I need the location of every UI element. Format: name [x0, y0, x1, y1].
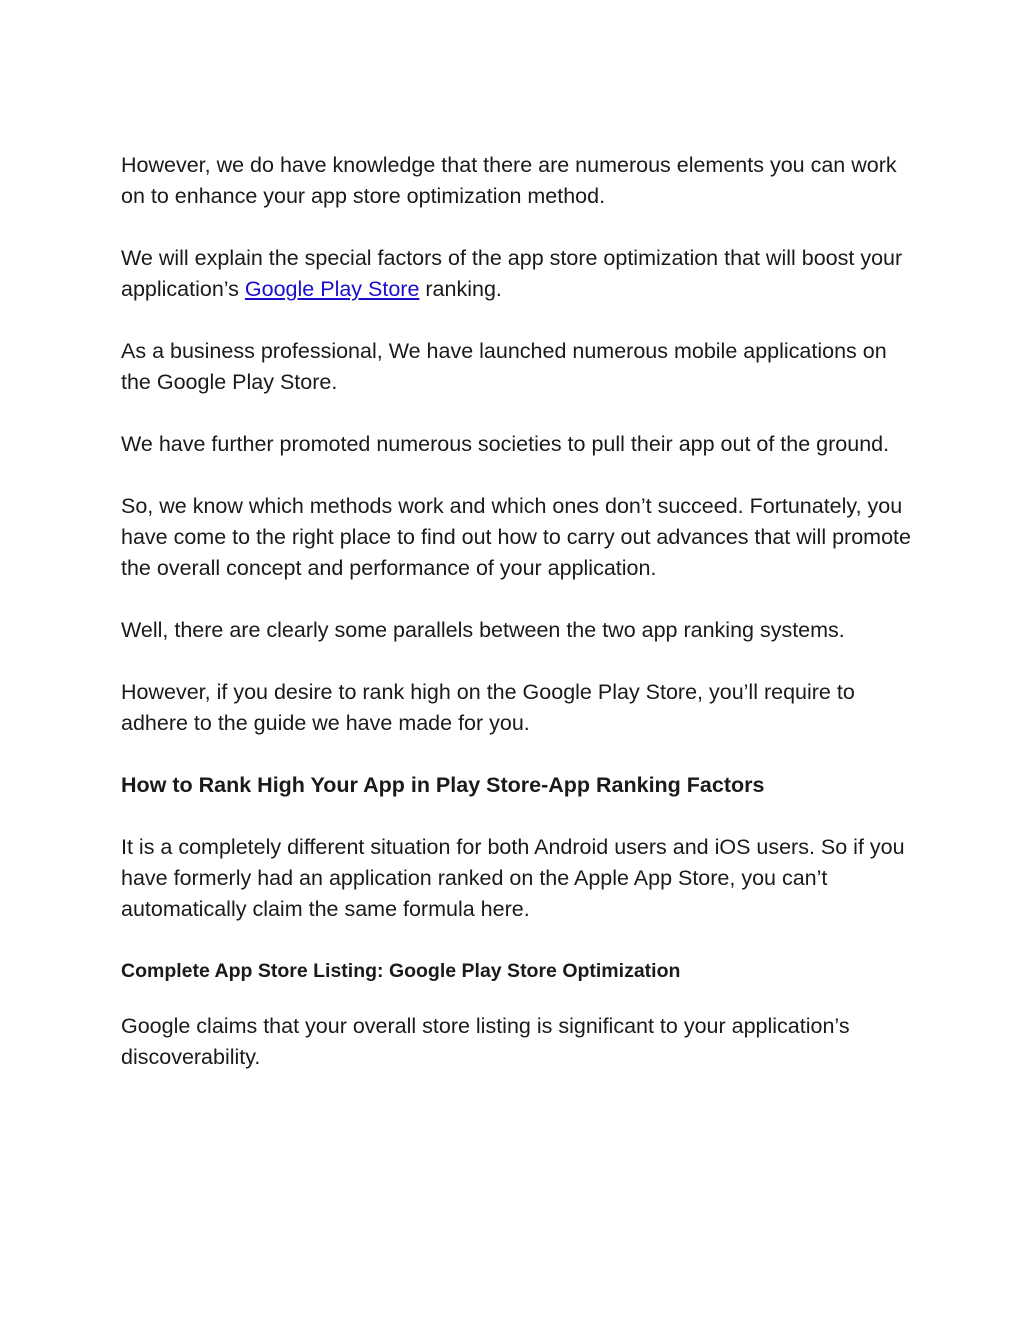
paragraph-rank-high: However, if you desire to rank high on the Google Play Store, you’ll require to adhere to the guide we have made for you. — [121, 680, 855, 735]
paragraph-discoverability: Google claims that your overall store listing is significant to your application’s discoverability. — [121, 1014, 850, 1069]
paragraph-business-professional: As a business professional, We have launched numerous mobile applications on the Google Play Store. — [121, 339, 887, 394]
paragraph-elements: However, we do have knowledge that there are numerous elements you can work on to enhance your app store optimization method. — [121, 153, 897, 208]
paragraph-text: We will explain the special factors of the app store optimization that will boost your application’s — [121, 246, 903, 301]
paragraph-promoted-societies: We have further promoted numerous societies to pull their app out of the ground. — [121, 432, 890, 456]
paragraph-parallels: Well, there are clearly some parallels between the two app ranking systems. — [121, 618, 845, 642]
paragraph-special-factors — [121, 243, 911, 305]
paragraph-methods: So, we know which methods work and which ones don’t succeed. Fortunately, you have come to the right place to find out how to carry out advances that will promote the overall concept and performance of your application. — [121, 494, 911, 580]
paragraph-text: ranking. — [419, 277, 502, 301]
section-subheading-store-listing: Complete App Store Listing: Google Play Store Optimization — [121, 960, 681, 982]
document-body — [121, 150, 911, 1104]
section-heading-ranking-factors: How to Rank High Your App in Play Store-App Ranking Factors — [121, 773, 765, 797]
paragraph-android-ios: It is a completely different situation for both Android users and iOS users. So if you have formerly had an application ranked on the Apple App Store, you can’t automatically claim the same formula here. — [121, 835, 905, 921]
google-play-store-link[interactable]: Google Play Store — [244, 277, 420, 301]
